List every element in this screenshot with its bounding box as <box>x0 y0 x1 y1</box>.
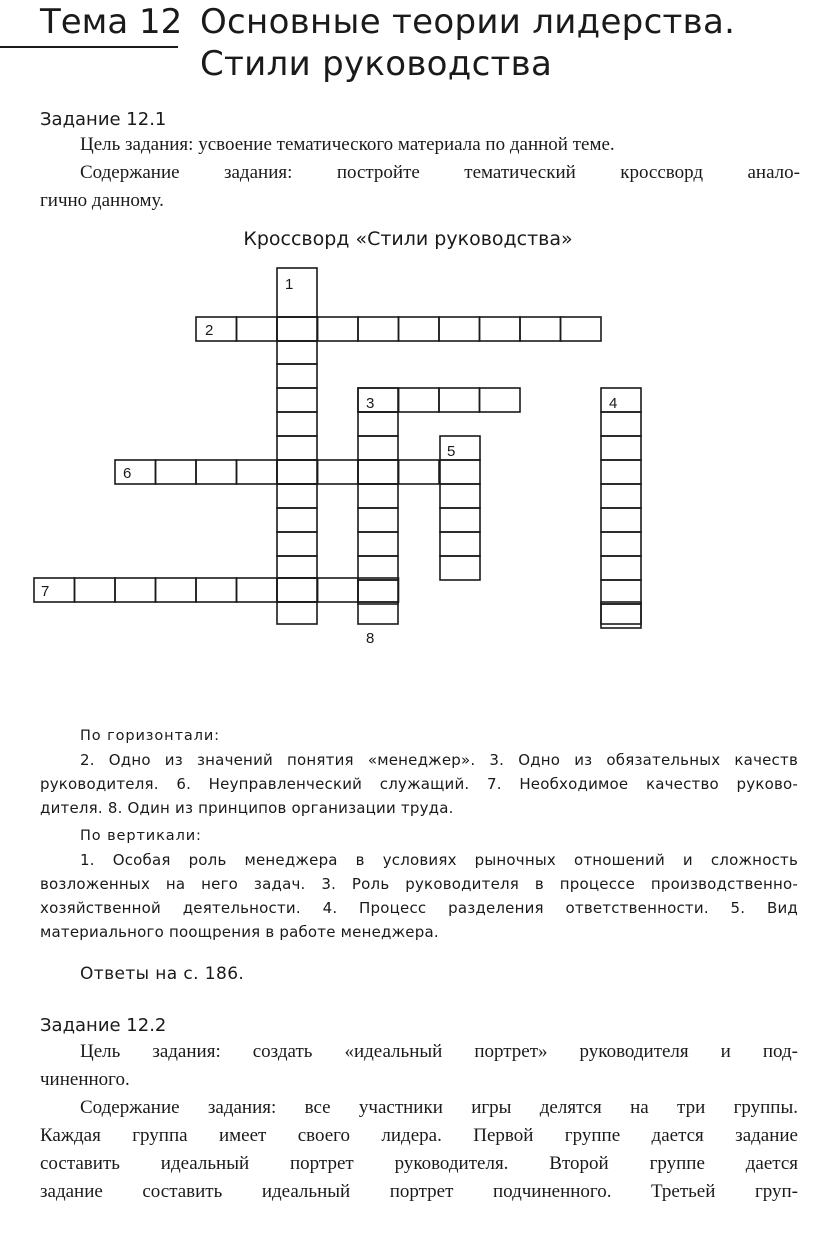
crossword-cell-5-1 <box>440 436 480 460</box>
crossword-cell-6-3 <box>196 460 237 484</box>
crossword-cell-6-7 <box>358 460 399 484</box>
task-1-content-line-2: гично данному. <box>40 190 164 211</box>
crossword-cell-3v-5 <box>358 484 398 508</box>
crossword-cell-7-8 <box>318 578 359 602</box>
task-2-content-line-2: Каждая группа имеет своего лидера. Первой группе дается задание <box>40 1125 798 1146</box>
crossword-cell-4-2 <box>601 412 641 436</box>
down-clue-line-4: материального поощрения в работе менеджера. <box>40 923 439 941</box>
task-1-goal-line: Цель задания: усвоение тематического материала по данной теме. <box>80 134 615 155</box>
crossword-cell-3h-4 <box>480 388 521 412</box>
task-2-heading: Задание 12.2 <box>40 1015 167 1036</box>
clue-number-6: 6 <box>123 465 132 482</box>
page-title-line-1: Основные теории лидерства. <box>200 2 736 42</box>
across-clue-line-2: руководителя. 6. Неуправленческий служащий. 7. Необходимое качество руково- <box>40 775 798 793</box>
crossword-cell-1-2 <box>277 317 317 341</box>
crossword-cell-3v-3 <box>358 436 398 460</box>
across-clue-line-1: 2. Одно из значений понятия «менеджер». 3. Одно из обязательных качеств <box>80 751 798 769</box>
crossword-cell-2-4 <box>318 317 359 341</box>
crossword-cell-2-8 <box>480 317 521 341</box>
crossword-cell-4-6 <box>601 508 641 532</box>
crossword-cell-6-8 <box>399 460 440 484</box>
crossword-cell-3v-1 <box>358 388 398 412</box>
task-2-content-line-3: составить идеальный портрет руководителя. Второй группе дается <box>40 1153 798 1174</box>
crossword-cell-5-5 <box>440 532 480 556</box>
topic-label: Тема 12 <box>40 2 183 42</box>
clue-number-3: 3 <box>366 395 375 412</box>
crossword-cell-6-4 <box>237 460 278 484</box>
crossword-cell-2-3 <box>277 317 318 341</box>
crossword-cell-5-2 <box>440 460 480 484</box>
crossword-cell-3v-4 <box>358 460 398 484</box>
crossword-cell-1-1 <box>277 268 317 317</box>
task-2-goal-line-1: Цель задания: создать «идеальный портрет» руководителя и под- <box>80 1041 798 1062</box>
clue-number-5: 5 <box>447 443 456 460</box>
crossword-cell-4-1 <box>601 388 641 412</box>
clue-number-2: 2 <box>205 322 214 339</box>
crossword-cell-8-2 <box>277 602 317 624</box>
across-heading: По горизонтали: <box>80 728 220 744</box>
crossword-cell-2-10 <box>561 317 602 341</box>
crossword-cell-1-8 <box>277 460 317 484</box>
clue-number-8: 8 <box>366 630 375 647</box>
crossword-cell-6-5 <box>277 460 318 484</box>
task-2-content-line-1: Содержание задания: все участники игры делятся на три группы. <box>80 1097 798 1118</box>
clue-number-7: 7 <box>41 583 50 600</box>
crossword-cell-3h-1 <box>358 388 399 412</box>
crossword-title: Кроссворд «Стили руководства» <box>243 228 573 250</box>
crossword-cell-7-7 <box>277 578 318 602</box>
crossword-cell-1-10 <box>277 508 317 532</box>
crossword-cell-2-7 <box>439 317 480 341</box>
crossword-cell-4-5 <box>601 484 641 508</box>
crossword-cell-7-3 <box>115 578 156 602</box>
crossword-cell-1-12 <box>277 556 317 578</box>
crossword-cell-1-9 <box>277 484 317 508</box>
crossword-cell-1-13 <box>277 578 317 602</box>
clue-number-1: 1 <box>285 276 294 293</box>
crossword-cell-5-3 <box>440 484 480 508</box>
clue-number-4: 4 <box>609 395 618 412</box>
crossword-cell-3v-6 <box>358 508 398 532</box>
crossword-cell-6-1 <box>115 460 156 484</box>
crossword-cell-1-6 <box>277 412 317 436</box>
crossword-cell-4-3 <box>601 436 641 460</box>
task-1-content-line-1: Содержание задания: постройте тематический кроссворд анало- <box>80 162 800 183</box>
answers-note: Ответы на с. 186. <box>80 964 245 984</box>
task-2-goal-line-2: чиненного. <box>40 1069 130 1090</box>
crossword-cell-6-6 <box>318 460 359 484</box>
page-title-line-2: Стили руководства <box>200 44 553 84</box>
crossword-cell-1-5 <box>277 388 317 412</box>
crossword-cell-8-1 <box>358 602 398 624</box>
crossword-cell-3v-2 <box>358 412 398 436</box>
crossword-cell-7-5 <box>196 578 237 602</box>
crossword-cell-2-1 <box>196 317 237 341</box>
crossword-cell-3h-2 <box>399 388 440 412</box>
crossword-cell-2-9 <box>520 317 561 341</box>
crossword-cell-7-9 <box>358 578 399 602</box>
crossword-cell-4-8 <box>601 556 641 580</box>
crossword-cell-2-2 <box>237 317 278 341</box>
crossword-cell-1-3 <box>277 341 317 364</box>
crossword-cell-4-4 <box>601 460 641 484</box>
crossword-cell-3h-3 <box>439 388 480 412</box>
down-clue-line-3: хозяйственной деятельности. 4. Процесс разделения ответственности. 5. Вид <box>40 899 798 917</box>
crossword-cell-7-2 <box>75 578 116 602</box>
crossword-cell-1-7 <box>277 436 317 460</box>
crossword-cell-6-2 <box>156 460 197 484</box>
crossword-cell-8-3 <box>601 602 641 624</box>
crossword-cell-4-9 <box>601 580 641 604</box>
crossword-cell-7-4 <box>156 578 197 602</box>
task-2-content-line-4: задание составить идеальный портрет подчиненного. Третьей груп- <box>40 1181 798 1202</box>
across-clue-line-3: дителя. 8. Один из принципов организации труда. <box>40 799 454 817</box>
crossword-cell-3v-7 <box>358 532 398 556</box>
crossword-cell-3v-8 <box>358 556 398 580</box>
down-heading: По вертикали: <box>80 828 202 844</box>
crossword-cell-5-4 <box>440 508 480 532</box>
task-1-heading: Задание 12.1 <box>40 109 167 130</box>
down-clue-line-1: 1. Особая роль менеджера в условиях рыночных отношений и сложность <box>80 851 798 869</box>
crossword-cell-4-7 <box>601 532 641 556</box>
crossword-cell-2-5 <box>358 317 399 341</box>
crossword-cell-2-6 <box>399 317 440 341</box>
crossword-cell-1-4 <box>277 364 317 388</box>
crossword-cell-1-11 <box>277 532 317 556</box>
crossword-cell-7-6 <box>237 578 278 602</box>
crossword-cell-3v-9 <box>358 580 398 604</box>
down-clue-line-2: возложенных на него задач. 3. Роль руководителя в процессе производственно- <box>40 875 798 893</box>
crossword-cell-5-6 <box>440 556 480 580</box>
